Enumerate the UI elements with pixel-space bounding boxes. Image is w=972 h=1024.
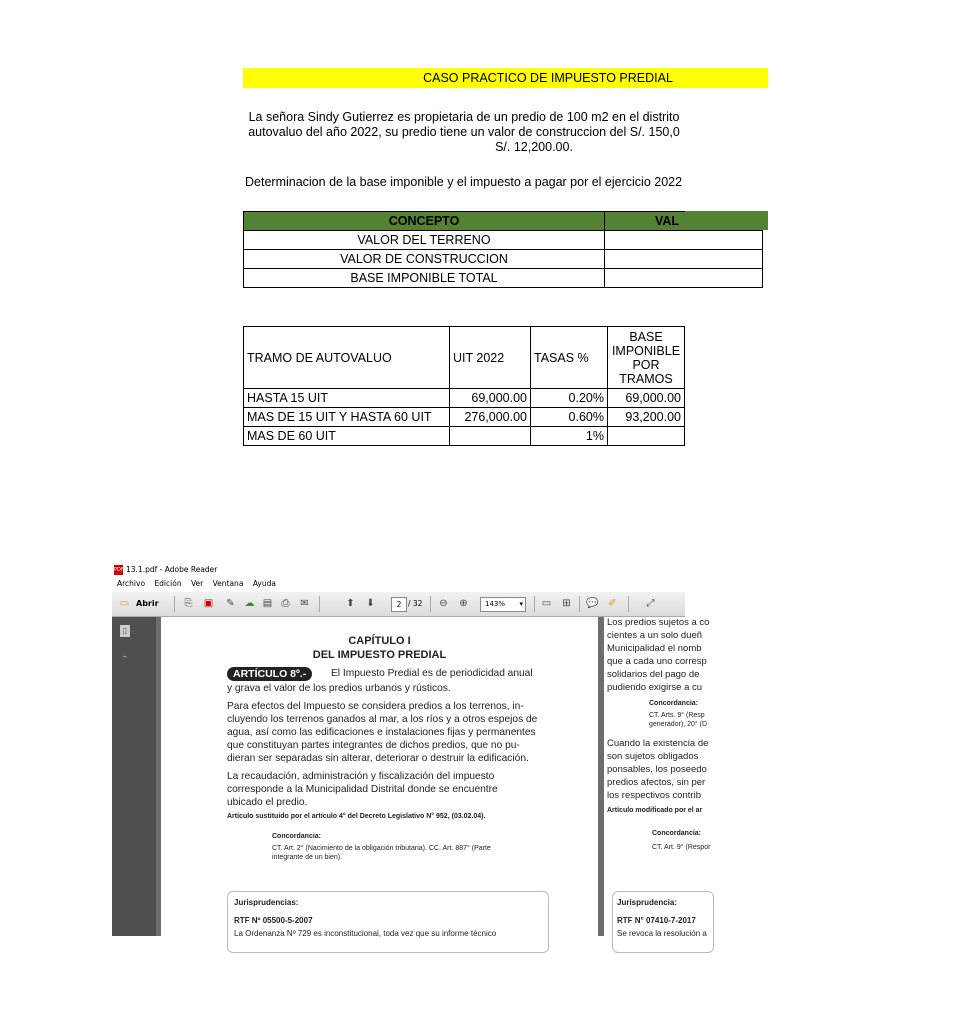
fit-width-icon[interactable]: ⊞ [562, 598, 571, 609]
pdf-page-left [161, 617, 598, 936]
pdf-line: ponsables, los poseedo [607, 764, 707, 775]
zoom-in-icon[interactable]: ⊕ [459, 598, 468, 609]
open-folder-icon[interactable]: ▭ [119, 598, 130, 609]
problem-paragraph[interactable] [243, 110, 685, 155]
value-cell[interactable] [605, 250, 763, 269]
concordancia-text: CT. Art. 2° (Nacimiento de la obligación tributaria). CC. Art. 887° (Parte [272, 845, 491, 852]
value-header[interactable]: VAL [605, 212, 763, 231]
chevron-down-icon: ▾ [519, 600, 523, 608]
sheet-title[interactable]: CASO PRACTICO DE IMPUESTO PREDIAL [423, 71, 673, 85]
zoom-value: 143% [485, 600, 506, 608]
menu-ayuda[interactable]: Ayuda [252, 579, 276, 588]
rtf-number: RTF N° 07410-7-2017 [617, 916, 696, 925]
pdf-line: solidarios del pago de [607, 669, 700, 680]
base-cell[interactable] [608, 427, 685, 446]
pdf-line: cluyendo los terrenos ganados al mar, a los ríos y a otros espejos de [227, 714, 538, 725]
determination-text[interactable]: Determinacion de la base imponible y el impuesto a pagar por el ejercicio 2022 [245, 175, 683, 189]
viewer-window-title: 13.1.pdf - Adobe Reader [126, 565, 218, 574]
upload-icon[interactable]: ☁ [244, 598, 255, 609]
pages-panel-icon[interactable]: ▯ [120, 625, 130, 637]
concordancia-title: Concordancia: [272, 833, 322, 840]
uit-cell[interactable] [450, 427, 531, 446]
document-area [156, 617, 711, 938]
value-cell[interactable] [605, 231, 763, 250]
pdf-line: pudiendo exigirse a cu [607, 682, 703, 693]
concept-cell[interactable]: VALOR DEL TERRENO [244, 231, 605, 250]
tasa-cell[interactable]: 0.60% [531, 408, 608, 427]
concept-header[interactable]: CONCEPTO [244, 212, 605, 231]
concept-cell[interactable]: BASE IMPONIBLE TOTAL [244, 269, 605, 288]
concordancia-title: Concordancia: [652, 830, 702, 837]
uit-cell[interactable]: 276,000.00 [450, 408, 531, 427]
jurisprudencia-box [227, 891, 549, 953]
concept-cell[interactable]: VALOR DE CONSTRUCCION [244, 250, 605, 269]
paragraph-line-2: autovaluo del año 2022, su predio tiene un valor de construccion del S/. 150,0 [248, 125, 680, 139]
toolbar-separator [174, 596, 175, 612]
article-note: Artículo sustituido por el artículo 4° del Decreto Legislativo N° 952, (03.02.04). [227, 813, 486, 820]
pdf-page-right [604, 617, 711, 938]
fit-page-icon[interactable]: ▭ [541, 598, 552, 609]
toolbar-separator [319, 596, 320, 612]
email-icon[interactable]: ✉ [300, 598, 309, 609]
concept-table-wrap [243, 211, 685, 291]
tramo-cell[interactable]: HASTA 15 UIT [244, 389, 450, 408]
menu-archivo[interactable]: Archivo [117, 579, 146, 588]
toolbar-separator [579, 596, 580, 612]
pdf-line: cientes a un solo dueñ [607, 630, 703, 641]
uit-cell[interactable]: 69,000.00 [450, 389, 531, 408]
zoom-out-icon[interactable]: ⊖ [439, 598, 448, 609]
pdf-line: que constituyan partes integrantes de dichos predios, que no pu- [227, 740, 520, 751]
pdf-viewer-screenshot [112, 563, 711, 938]
concordancia-text: CT. Art. 9° (Respor [652, 844, 711, 851]
pdf-line: que a cada uno corresp [607, 656, 707, 667]
jurisprudencia-text: Se revoca la resolución a [617, 929, 707, 938]
paragraph-line-3: S/. 12,200.00. [495, 140, 573, 154]
header-fill-extension [685, 211, 768, 230]
pdf-line: agua, así como las edificaciones e instalaciones fijas y permanentes [227, 727, 536, 738]
viewer-toolbar [112, 592, 685, 617]
prev-page-icon[interactable]: ⬆ [346, 598, 355, 609]
pdf-line: son sujetos obligados [607, 751, 699, 762]
expand-icon[interactable]: ⤢ [646, 598, 655, 609]
create-pdf-icon[interactable]: ⎘ [184, 598, 193, 609]
jurisprudencia-box [612, 891, 714, 953]
page-total: / 32 [408, 599, 423, 608]
pdf-line: y grava el valor de los predios urbanos y rústicos. [227, 683, 451, 694]
jurisprudencia-title: Jurisprudencia: [617, 898, 678, 907]
pdf-line: Municipalidad el nomb [607, 643, 702, 654]
article-badge: ARTÍCULO 8º.- [227, 667, 312, 681]
menu-edicion[interactable]: Edición [154, 579, 182, 588]
menu-ventana[interactable]: Ventana [212, 579, 244, 588]
concordancia-text: integrante de un bien). [272, 854, 343, 861]
value-cell[interactable] [605, 269, 763, 288]
pdf-line: El Impuesto Predial es de periodicidad anual [331, 668, 533, 679]
zoom-select[interactable] [480, 597, 526, 612]
navigation-pane [112, 617, 156, 936]
pdf-line: los respectivos contrib [607, 790, 701, 801]
pdf-line: ubicado el predio. [227, 797, 308, 808]
pdf-line: La recaudación, administración y fiscalización del impuesto [227, 771, 495, 782]
print-icon[interactable]: ⎙ [281, 598, 290, 609]
pdf-line: Cuando la existencia de [607, 738, 709, 749]
article-note: Artículo modificado por el ar [607, 807, 703, 814]
title-clip [243, 68, 768, 88]
jurisprudencia-title: Jurisprudencias: [234, 898, 299, 907]
concordancia-title: Concordancia: [649, 700, 699, 707]
pdf-file-icon: PDF [114, 567, 124, 573]
tramo-cell[interactable]: MAS DE 60 UIT [244, 427, 450, 446]
base-cell[interactable]: 69,000.00 [608, 389, 685, 408]
pdf-line: corresponde a la Municipalidad Distrital donde se encuentre [227, 784, 498, 795]
paragraph-line-1: La señora Sindy Gutierrez es propietaria de un predio de 100 m2 en el distrito [248, 110, 680, 124]
base-tramos-header[interactable]: BASE IMPONIBLE POR TRAMOS [608, 327, 685, 389]
page-number-input[interactable]: 2 [391, 597, 407, 612]
viewer-menubar [112, 577, 690, 591]
tramos-table [243, 326, 685, 446]
chapter-subtitle: DEL IMPUESTO PREDIAL [312, 649, 447, 661]
pdf-line: Para efectos del Impuesto se considera predios a los terrenos, in- [227, 701, 524, 712]
toolbar-separator [534, 596, 535, 612]
comment-icon[interactable]: 💬 [586, 598, 599, 609]
chapter-title: CAPÍTULO I [348, 635, 411, 647]
pdf-line: Los predios sujetos a co [607, 617, 710, 628]
pdf-line: predios afectos, sin per [607, 777, 706, 788]
uit-header[interactable]: UIT 2022 [450, 327, 531, 389]
attachments-icon[interactable]: ⌁ [122, 652, 128, 661]
pdf-export-icon[interactable]: ▣ [203, 598, 214, 609]
concordancia-text: generador), 20° (D [649, 721, 708, 728]
toolbar-separator [628, 596, 629, 612]
sign-icon[interactable]: ✎ [226, 598, 235, 609]
highlight-icon[interactable]: ✐ [608, 598, 617, 609]
jurisprudencia-text: La Ordenanza Nº 729 es inconstitucional, toda vez que su informe técnico [234, 929, 497, 938]
concordancia-text: CT. Arts. 9° (Resp [649, 712, 705, 719]
tasa-cell[interactable]: 1% [531, 427, 608, 446]
pdf-line: dieran ser separadas sin alterar, deteriorar o destruir la edificación. [227, 753, 529, 764]
save-icon[interactable]: ▤ [262, 598, 273, 609]
menu-ver[interactable]: Ver [190, 579, 204, 588]
rtf-number: RTF Nº 05500-5-2007 [234, 916, 313, 925]
next-page-icon[interactable]: ⬇ [366, 598, 375, 609]
tasas-header[interactable]: TASAS % [531, 327, 608, 389]
toolbar-separator [430, 596, 431, 612]
tramo-cell[interactable]: MAS DE 15 UIT Y HASTA 60 UIT [244, 408, 450, 427]
base-cell[interactable]: 93,200.00 [608, 408, 685, 427]
tasa-cell[interactable]: 0.20% [531, 389, 608, 408]
open-button-label[interactable]: Abrir [136, 599, 159, 608]
tramo-header[interactable]: TRAMO DE AUTOVALUO [244, 327, 450, 389]
